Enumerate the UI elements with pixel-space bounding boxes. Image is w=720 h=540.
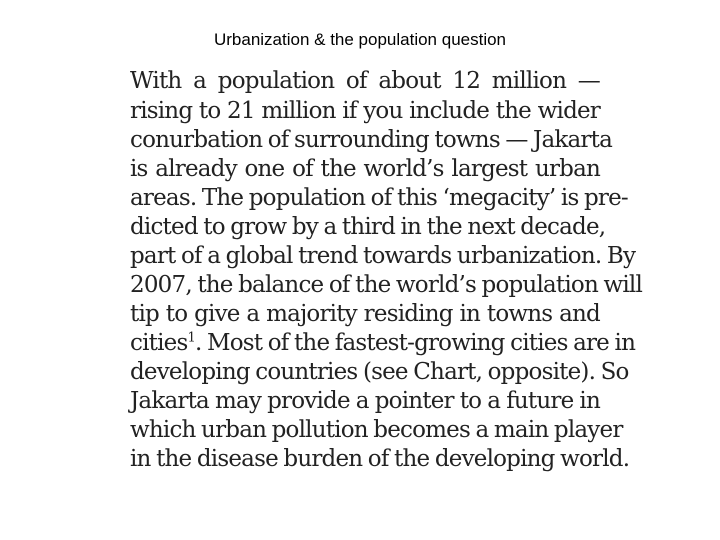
- excerpt-line-6: dicted to grow by a third in the next decade,: [130, 214, 606, 240]
- excerpt-line-13: which urban pollution becomes a main player: [130, 417, 623, 443]
- excerpt-line-8: 2007, the balance of the world’s population will: [130, 272, 643, 298]
- excerpt-line-10-rest: . Most of the fastest-growing cities are in: [194, 330, 636, 356]
- excerpt-line-5: areas. The population of this ‘megacity’ is pre-: [130, 185, 628, 211]
- footnote-marker: 1: [187, 330, 195, 346]
- excerpt-image: [120, 66, 643, 490]
- excerpt-line-10: [130, 328, 636, 358]
- excerpt-line-1: With a population of about 12 million —: [130, 68, 600, 94]
- excerpt-line-2: rising to 21 million if you include the wider: [130, 98, 600, 124]
- excerpt-line-3: conurbation of surrounding towns — Jakarta: [130, 127, 612, 153]
- excerpt-line-14: in the disease burden of the developing world.: [130, 446, 630, 472]
- excerpt-line-7: part of a global trend towards urbanization. By: [130, 243, 636, 269]
- excerpt-line-11: developing countries (see Chart, opposite). So: [130, 359, 629, 385]
- excerpt-line-4: is already one of the world’s largest urban: [130, 156, 600, 182]
- slide-title: Urbanization & the population question: [213, 30, 507, 49]
- excerpt-word-cities: cities: [130, 330, 188, 356]
- excerpt-line-9: tip to give a majority residing in towns and: [130, 301, 600, 327]
- excerpt-line-12: Jakarta may provide a pointer to a future in: [130, 388, 600, 414]
